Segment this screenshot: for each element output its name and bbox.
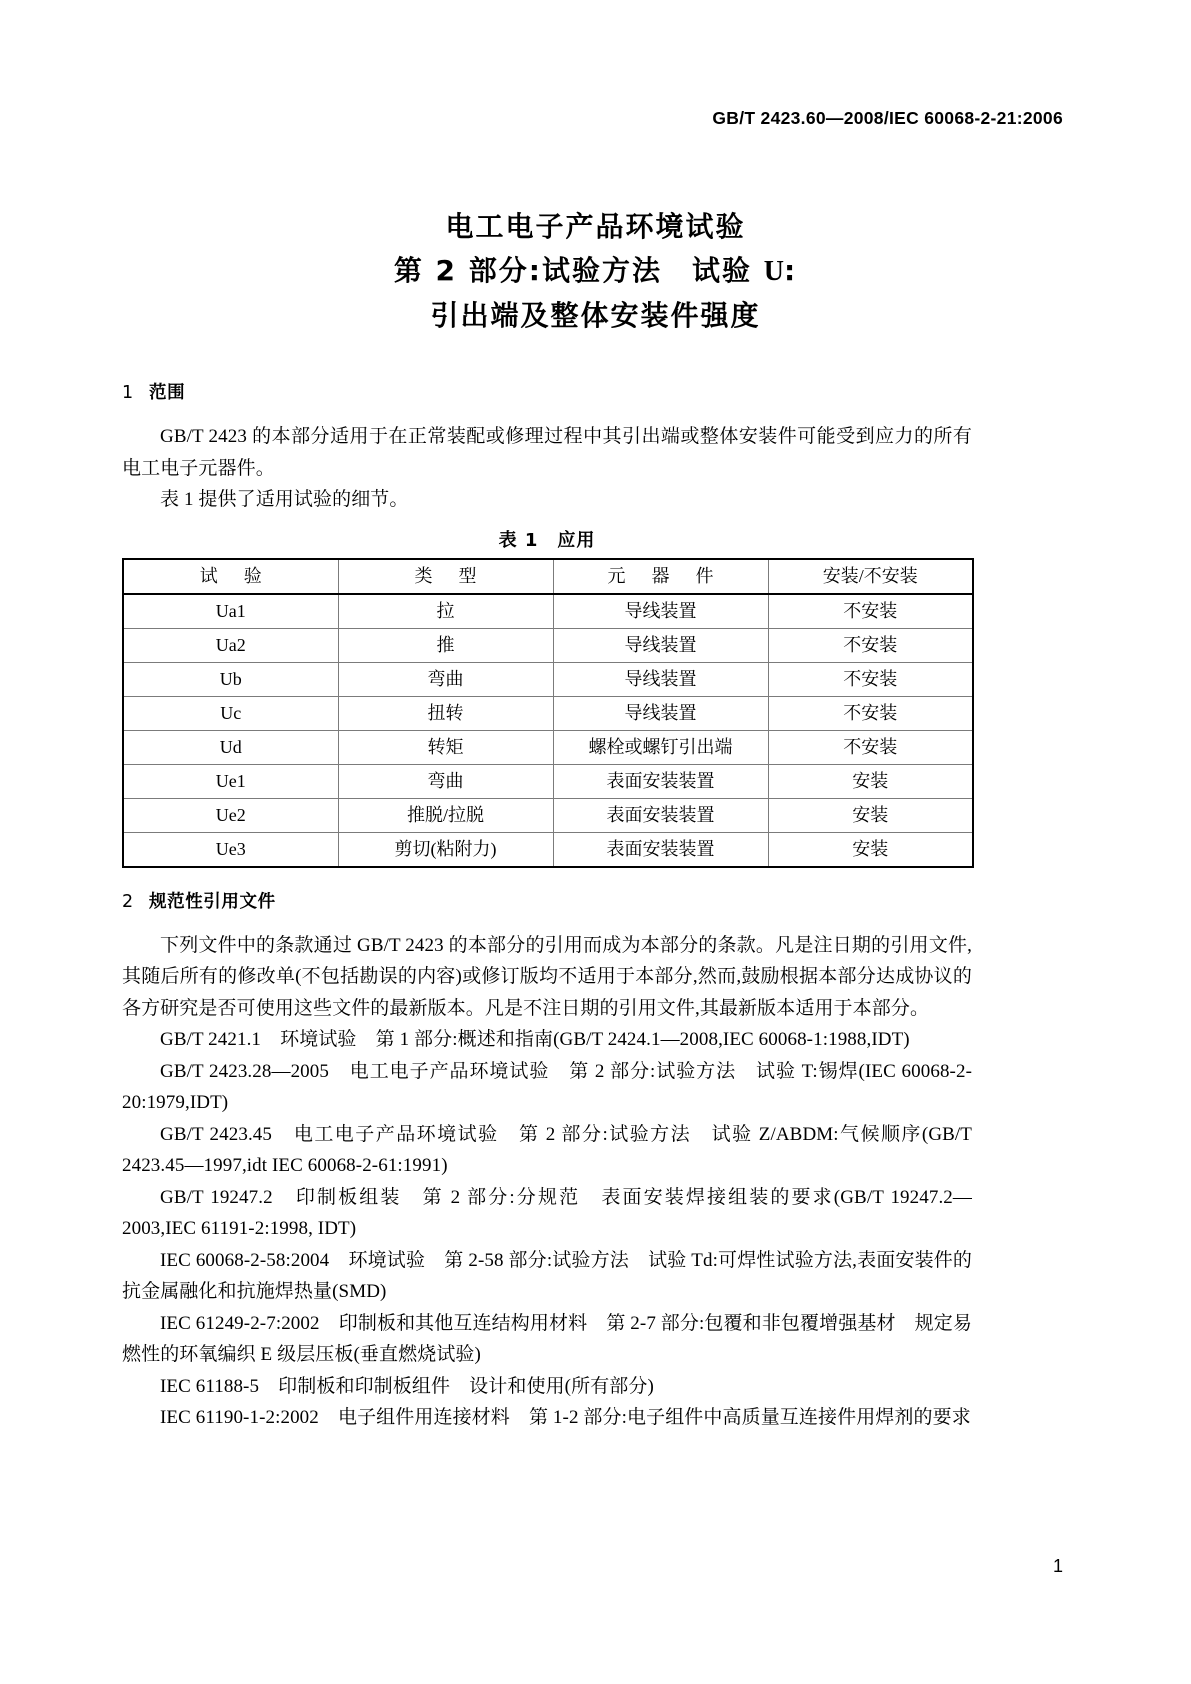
title-line-3: 引出端及整体安装件强度 — [430, 299, 761, 332]
cell-mounting: 不安装 — [768, 662, 973, 696]
cell-type: 扭转 — [338, 696, 553, 730]
cell-test: Ue1 — [123, 764, 338, 798]
reference-item: IEC 61188-5 印制板和印制板组件 设计和使用(所有部分) — [160, 1375, 654, 1397]
document-body — [122, 381, 972, 1434]
title-line-2-part-a: 第 2 部分:试验方法 试验 — [393, 254, 764, 287]
table-row — [123, 696, 973, 730]
reference-item: IEC 61249-2-7:2002 印制板和其他互连结构用材料 第 2-7 部分:包覆和非包覆增强基材 规定易燃性的环氧编织 E 级层压板(垂直燃烧试验) — [122, 1312, 972, 1365]
section-2-paragraph-1: 下列文件中的条款通过 GB/T 2423 的本部分的引用而成为本部分的条款。凡是注日期的引用文件,其随后所有的修改单(不包括勘误的内容)或修订版均不适用于本部分,然而,鼓励根据本部分达成协议的各方研究是否可使用这些文件的最新版本。凡是不注日期的引用文件,其最新版本适用于本部分。 — [122, 934, 972, 1019]
table-row — [123, 594, 973, 629]
reference-item: GB/T 2423.28—2005 电工电子产品环境试验 第 2 部分:试验方法 试验 T:锡焊(IEC 60068-2-20:1979,IDT) — [122, 1060, 972, 1113]
table-header-row — [123, 559, 973, 594]
table-header-component: 元 器 件 — [553, 559, 768, 594]
table-row — [123, 832, 973, 867]
section-number-1: 1 — [122, 383, 134, 403]
table-row — [123, 628, 973, 662]
cell-test: Ue3 — [123, 832, 338, 867]
cell-component: 导线装置 — [553, 594, 768, 629]
section-heading-2 — [122, 890, 972, 914]
cell-mounting: 不安装 — [768, 628, 973, 662]
reference-item: IEC 60068-2-58:2004 环境试验 第 2-58 部分:试验方法 试验 Td:可焊性试验方法,表面安装件的抗金属融化和抗施焊热量(SMD) — [122, 1249, 972, 1302]
running-header-standard-code: GB/T 2423.60—2008/IEC 60068-2-21:2006 — [712, 108, 1063, 128]
cell-component: 螺栓或螺钉引出端 — [553, 730, 768, 764]
spacer — [122, 868, 972, 890]
section-heading-1 — [122, 381, 972, 405]
cell-test: Ua1 — [123, 594, 338, 629]
cell-type: 剪切(粘附力) — [338, 832, 553, 867]
cell-type: 弯曲 — [338, 662, 553, 696]
table-caption: 表 1 应用 — [498, 529, 596, 551]
reference-item: GB/T 2421.1 环境试验 第 1 部分:概述和指南(GB/T 2424.1—2008,IEC 60068-1:1988,IDT) — [160, 1029, 910, 1050]
cell-type: 弯曲 — [338, 764, 553, 798]
cell-type: 推脱/拉脱 — [338, 798, 553, 832]
cell-component: 表面安装装置 — [553, 764, 768, 798]
section-number-2: 2 — [122, 891, 134, 912]
cell-test: Ue2 — [123, 798, 338, 832]
reference-item: GB/T 19247.2 印制板组装 第 2 部分:分规范 表面安装焊接组装的要求(GB/T 19247.2—2003,IEC 61191-2:1998, IDT) — [122, 1186, 972, 1239]
title-line-2-latin: U — [763, 256, 784, 287]
section-title-2: 规范性引用文件 — [149, 891, 276, 912]
cell-test: Ua2 — [123, 628, 338, 662]
table-row — [123, 798, 973, 832]
cell-test: Ud — [123, 730, 338, 764]
cell-mounting: 安装 — [768, 832, 973, 867]
cell-component: 导线装置 — [553, 628, 768, 662]
table-header-mounting: 安装/不安装 — [768, 559, 973, 594]
page-number: 1 — [1052, 1556, 1063, 1576]
table-row — [123, 730, 973, 764]
title-line-2 — [0, 249, 1191, 294]
table-header-type: 类 型 — [338, 559, 553, 594]
cell-component: 表面安装装置 — [553, 832, 768, 867]
cell-mounting: 不安装 — [768, 730, 973, 764]
application-table — [122, 558, 974, 868]
section-1-paragraph-2: 表 1 提供了适用试验的细节。 — [160, 489, 409, 510]
cell-test: Ub — [123, 662, 338, 696]
cell-type: 拉 — [338, 594, 553, 629]
cell-component: 导线装置 — [553, 662, 768, 696]
table-row — [123, 764, 973, 798]
cell-type: 推 — [338, 628, 553, 662]
title-line-2-part-b: : — [783, 254, 798, 287]
cell-mounting: 安装 — [768, 798, 973, 832]
reference-item: GB/T 2423.45 电工电子产品环境试验 第 2 部分:试验方法 试验 Z/ABDM:气候顺序(GB/T 2423.45—1997,idt IEC 60068-2-61:1991) — [122, 1123, 972, 1176]
cell-component: 导线装置 — [553, 696, 768, 730]
cell-test: Uc — [123, 696, 338, 730]
cell-component: 表面安装装置 — [553, 798, 768, 832]
title-line-1: 电工电子产品环境试验 — [445, 210, 746, 243]
cell-mounting: 不安装 — [768, 594, 973, 629]
table-row — [123, 662, 973, 696]
section-title-1: 范围 — [149, 383, 186, 403]
cell-mounting: 不安装 — [768, 696, 973, 730]
table-header-test: 试 验 — [123, 559, 338, 594]
cell-type: 转矩 — [338, 730, 553, 764]
reference-item: IEC 61190-1-2:2002 电子组件用连接材料 第 1-2 部分:电子组件中高质量互连接件用焊剂的要求 — [160, 1407, 971, 1428]
cell-mounting: 安装 — [768, 764, 973, 798]
document-title — [0, 205, 1191, 338]
section-1-paragraph-1: GB/T 2423 的本部分适用于在正常装配或修理过程中其引出端或整体安装件可能受到应力的所有电工电子元器件。 — [122, 426, 972, 479]
